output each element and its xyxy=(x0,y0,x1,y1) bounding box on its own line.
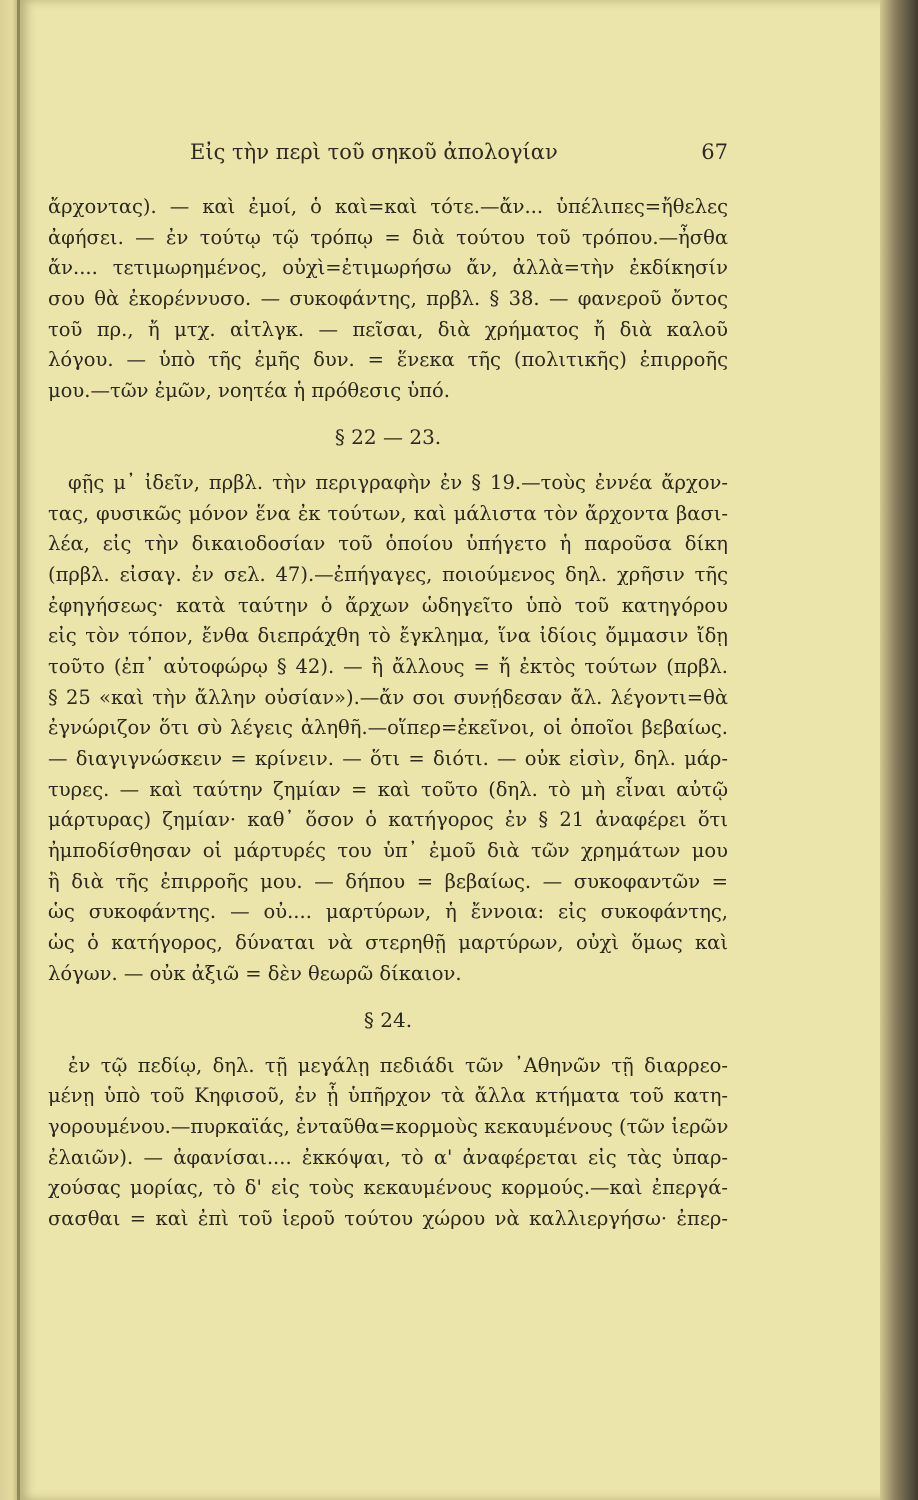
text-line: χούσας μορίας, τὸ δ' εἰς τοὺς κεκαυμένους κορμούς.—καὶ ἐπεργά- xyxy=(48,1176,728,1200)
text-line: ἐγνώριζον ὅτι σὺ λέγεις ἀληθῆ.—οἵπερ=ἐκεῖνοι, οἱ ὁποῖοι βεβαίως. xyxy=(48,716,728,740)
text-line: ὡς συκοφάντης. — οὐ.... μαρτύρων, ἡ ἔννοια: εἰς συκοφάντης, xyxy=(48,900,728,924)
text-line: ὡς ὁ κατήγορος, δύναται νὰ στερηθῇ μαρτύρων, οὐχὶ ὅμως καὶ xyxy=(48,931,728,955)
commentary-text xyxy=(48,192,728,1235)
text-line: (πρβλ. εἰσαγ. ἐν σελ. 47).—ἐπήγαγες, ποιούμενος δηλ. χρῆσιν τῆς xyxy=(48,562,728,586)
page-number: 67 xyxy=(701,140,728,164)
text-line: τυρες. — καὶ ταύτην ζημίαν = καὶ τοῦτο (δηλ. τὸ μὴ εἶναι αὐτῷ xyxy=(48,777,728,801)
text-line: ἢ διὰ τῆς ἐπιρροῆς μου. — δήπου = βεβαίως. — συκοφαντῶν = xyxy=(48,869,728,893)
text-line: εἰς τὸν τόπον, ἔνθα διεπράχθη τὸ ἔγκλημα, ἵνα ἰδίοις ὄμμασιν ἴδῃ xyxy=(48,624,728,648)
text-line: ἠμποδίσθησαν οἱ μάρτυρές του ὑπ᾿ ἐμοῦ διὰ τῶν χρημάτων μου xyxy=(48,839,728,863)
text-line: ἐν τῷ πεδίῳ, δηλ. τῇ μεγάλῃ πεδιάδι τῶν ᾿Αθηνῶν τῇ διαρρεο- xyxy=(68,1053,728,1077)
text-line: σου θὰ ἐκορέννυσο. — συκοφάντης, πρβλ. § 38. — φανεροῦ ὄντος xyxy=(48,287,728,311)
page-edge-shadow xyxy=(880,0,918,1500)
book-page xyxy=(20,0,900,1500)
section-22-23-text xyxy=(48,468,728,990)
text-line: ἐλαιῶν). — ἀφανίσαι.... ἐκκόψαι, τὸ α' ἀναφέρεται εἰς τὰς ὑπαρ- xyxy=(48,1145,728,1169)
text-line: τοῦ πρ., ἤ μτχ. αἰτλγκ. — πεῖσαι, διὰ χρήματος ἤ διὰ καλοῦ xyxy=(48,317,728,341)
text-line: λέα, εἰς τὴν δικαιοδοσίαν τοῦ ὁποίου ὑπήγετο ἡ παροῦσα δίκη xyxy=(48,532,728,556)
text-line: μου.—τῶν ἐμῶν, νοητέα ἡ πρόθεσις ὑπό. xyxy=(48,379,450,403)
text-line: τας, φυσικῶς μόνον ἕνα ἐκ τούτων, καὶ μάλιστα τὸν ἄρχοντα βασι- xyxy=(48,501,728,525)
text-line: ἄν.... τετιμωρημένος, οὐχὶ=ἐτιμωρήσω ἄν, ἀλλὰ=τὴν ἐκδίκησίν xyxy=(48,256,728,280)
text-line: ἀφήσει. — ἐν τούτῳ τῷ τρόπῳ = διὰ τούτου τοῦ τρόπου.—ἦσθα xyxy=(48,225,728,249)
text-line: μένῃ ὑπὸ τοῦ Κηφισοῦ, ἐν ᾗ ὑπῆρχον τὰ ἄλλα κτήματα τοῦ κατη- xyxy=(48,1084,728,1108)
section-heading-22-23: § 22 — 23. xyxy=(334,424,442,449)
running-head xyxy=(190,140,728,170)
text-line: φῇς μ᾿ ἰδεῖν, πρβλ. τὴν περιγραφὴν ἐν § 19.—τοὺς ἐννέα ἄρχον- xyxy=(68,470,728,494)
text-line: — διαγιγνώσκειν = κρίνειν. — ὅτι = διότι. — οὐκ εἰσὶν, δηλ. μάρ- xyxy=(48,747,728,770)
text-line: ἄρχοντας). — καὶ ἐμοί, ὁ καὶ=καὶ τότε.—ἄν... ὑπέλιπες=ἤθελες xyxy=(48,195,728,218)
text-line: γορουμένου.—πυρκαϊάς, ἐνταῦθα=κορμοὺς κεκαυμένους (τῶν ἱερῶν xyxy=(48,1114,729,1138)
text-line: λόγου. — ὑπὸ τῆς ἐμῆς δυν. = ἕνεκα τῆς (πολιτικῆς) ἐπιρροῆς xyxy=(48,348,728,372)
text-line: λόγων. — οὐκ ἀξιῶ = δὲν θεωρῶ δίκαιον. xyxy=(48,961,462,985)
text-line: ἐφηγήσεως· κατὰ ταύτην ὁ ἄρχων ὡδηγεῖτο ὑπὸ τοῦ κατηγόρου xyxy=(48,593,728,617)
running-head-title: Εἰς τὴν περὶ τοῦ σηκοῦ ἀπολογίαν xyxy=(190,140,558,164)
text-line: μάρτυρας) ζημίαν· καθ᾿ ὅσον ὁ κατήγορος ἐν § 21 ἀναφέρει ὅτι xyxy=(48,808,728,832)
text-line: § 25 «καὶ τὴν ἄλλην οὐσίαν»).—ἄν σοι συνῄδεσαν ἄλ. λέγοντι=θὰ xyxy=(48,685,728,709)
text-line: σασθαι = καὶ ἐπὶ τοῦ ἱεροῦ τούτου χώρου νὰ καλλιεργήσω· ἐπερ- xyxy=(48,1206,728,1230)
text-line: τοῦτο (ἐπ᾿ αὐτοφώρῳ § 42). — ἢ ἄλλους = ἤ ἐκτὸς τούτων (πρβλ. xyxy=(48,654,728,678)
section-24-text xyxy=(48,1051,728,1235)
section-heading-24: § 24. xyxy=(363,1007,413,1032)
paragraph-1 xyxy=(48,192,728,407)
